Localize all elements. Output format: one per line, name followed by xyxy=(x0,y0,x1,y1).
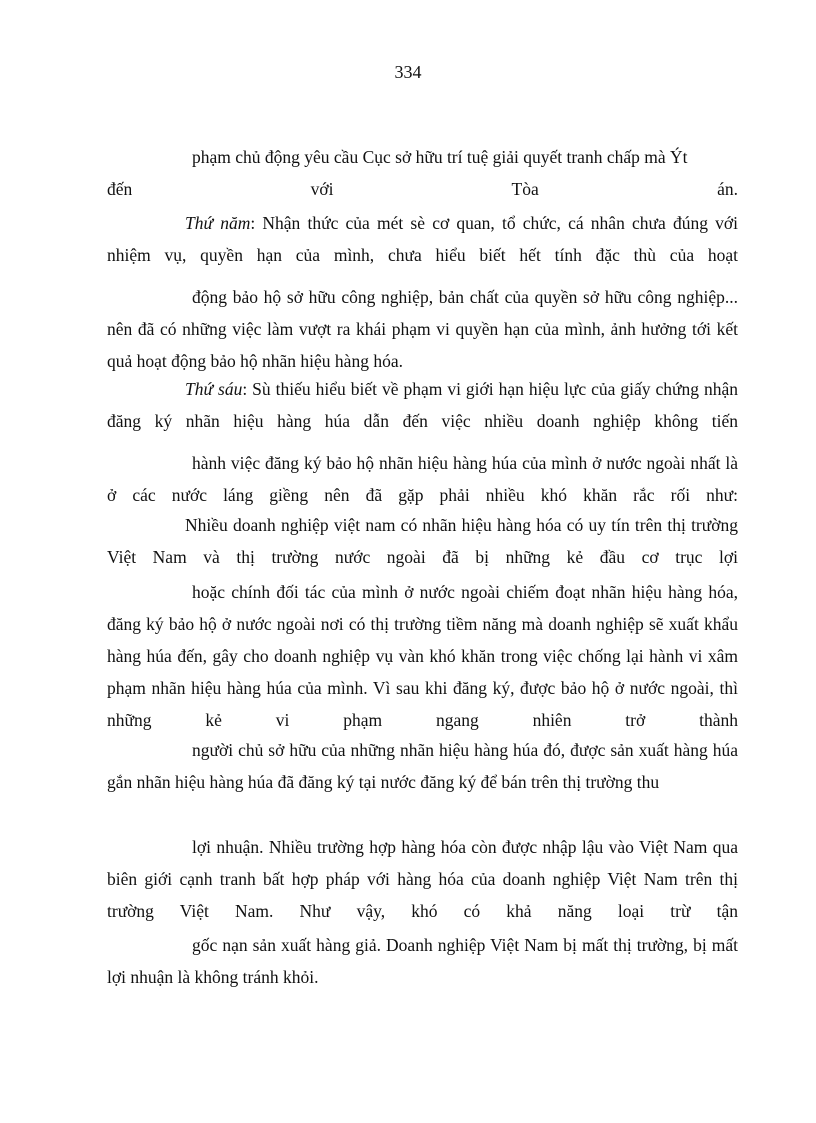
paragraph-2-label: Thứ năm xyxy=(185,213,251,233)
paragraph-10: gốc nạn sản xuất hàng giả. Doanh nghiệp Việt Nam bị mất thị trường, bị mất lợi nhuận là không tránh khỏi. xyxy=(107,935,738,987)
paragraph-5: hành việc đăng ký bảo hộ nhãn hiệu hàng húa của mình ở nước ngoài nhất là ở các nước láng giềng nên đã gặp phải nhiều khó khăn rắc rối như: xyxy=(107,453,738,505)
page-number: 334 xyxy=(394,62,422,82)
paragraph-6: Nhiều doanh nghiệp việt nam có nhãn hiệu hàng hóa có uy tín trên thị trường Việt Nam và thị trường nước ngoài đã bị những kẻ đầu cơ trục lợi xyxy=(107,515,738,567)
paragraph-4-text: : Sù thiếu hiểu biết về phạm vi giới hạn hiệu lực của giấy chứng nhận đăng ký nhãn hiệu hàng húa dẫn đến việc nhiều doanh nghiệp không tiến xyxy=(107,379,738,431)
paragraph-1-line-2: đến với Tòa án. xyxy=(107,179,738,199)
paragraph-8: người chủ sở hữu của những nhãn hiệu hàng húa đó, được sản xuất hàng húa gắn nhãn hiệu hàng húa đã đăng ký tại nước đăng ký để bán trên thị trường thu xyxy=(107,740,738,792)
paragraph-2 xyxy=(107,207,738,271)
paragraph-1 xyxy=(107,141,738,205)
paragraph-2-text: : Nhận thức của mét sè cơ quan, tổ chức, cá nhân chưa đúng với nhiệm vụ, quyền hạn của mình, chưa hiểu biết hết tính đặc thù của hoạt xyxy=(107,213,739,265)
paragraph-1-line-1: phạm chủ động yêu cầu Cục sở hữu trí tuệ giải quyết tranh chấp mà Ýt xyxy=(192,147,688,167)
paragraph-7: hoặc chính đối tác của mình ở nước ngoài chiếm đoạt nhãn hiệu hàng hóa, đăng ký bảo hộ ở nước ngoài nơi có thị trường tiềm năng mà doanh nghiệp sẽ xuất khẩu hàng húa đến, gây cho doanh nghiệp vụ vàn khó khăn trong việc chống lại hành vi xâm phạm nhãn hiệu hàng húa của mình. Vì sau khi đăng ký, được bảo hộ ở nước ngoài, thì những kẻ vi phạm ngang nhiên trở thành xyxy=(107,582,738,730)
paragraph-4-label: Thứ sáu xyxy=(185,379,243,399)
paragraph-3: động bảo hộ sở hữu công nghiệp, bản chất của quyền sở hữu công nghiệp... nên đã có những việc làm vượt ra khái phạm vi quyền hạn của mình, ảnh hưởng tới kết quả hoạt động bảo hộ nhãn hiệu hàng hóa. xyxy=(107,287,738,371)
paragraph-4 xyxy=(107,373,738,437)
paragraph-9: lợi nhuận. Nhiều trường hợp hàng hóa còn được nhập lậu vào Việt Nam qua biên giới cạnh tranh bất hợp pháp với hàng hóa của doanh nghiệp Việt Nam trên thị trường Việt Nam. Như vậy, khó có khả năng loại trừ tận xyxy=(107,837,738,921)
